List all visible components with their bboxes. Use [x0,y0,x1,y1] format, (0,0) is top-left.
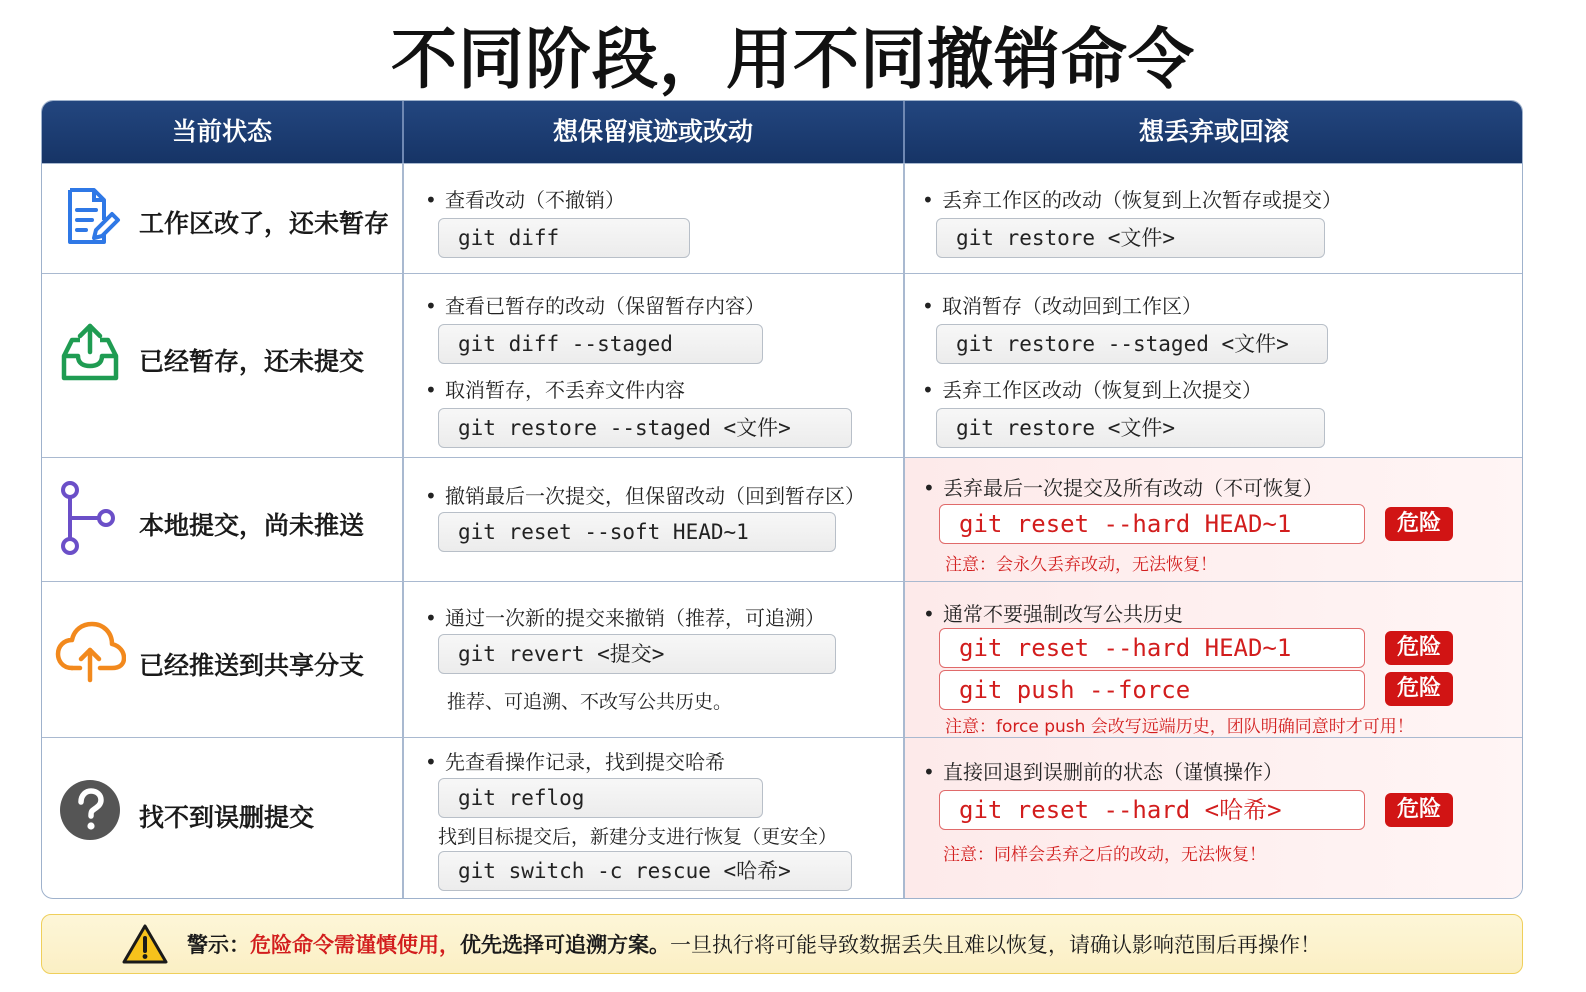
command-box[interactable]: git reset --soft HEAD~1 [438,512,836,552]
warning-text [187,929,1321,959]
command-box[interactable]: git restore --staged <文件> [438,408,852,448]
danger-cell [904,582,1523,737]
state-label: 找不到误删提交 [139,803,315,832]
warning-red: 危险命令需谨慎使用， [250,933,460,957]
keep-note: • 查看已暂存的改动（保留暂存内容） [425,290,765,319]
danger-cell [904,738,1523,899]
keep-remark: 找到目标提交后，新建分支进行恢复（更安全） [438,826,838,848]
danger-badge: 危险 [1385,793,1453,827]
command-box[interactable]: git revert <提交> [438,634,836,674]
header-discard: 想丢弃或回滚 [1138,117,1289,146]
warning-label: 警示： [187,933,250,957]
danger-command-box[interactable]: git reset --hard HEAD~1 [939,628,1365,668]
discard-note: • 直接回退到误删前的状态（谨慎操作） [923,756,1283,785]
warning-bold: 优先选择可追溯方案。 [460,933,670,957]
danger-note: 注意：force push 会改写远端历史，团队明确同意时才可用！ [945,717,1414,737]
table-row [42,163,1522,273]
warning-banner [41,914,1523,974]
command-box[interactable]: git switch -c rescue <哈希> [438,851,852,891]
danger-badge: 危险 [1385,507,1453,541]
table-header [42,101,1522,163]
keep-note: • 撤销最后一次提交，但保留改动（回到暂存区） [425,480,865,509]
command-box[interactable]: git restore <文件> [936,218,1325,258]
question-circle-icon [58,778,122,842]
state-label: 已经暂存，还未提交 [139,347,365,376]
command-box[interactable]: git reflog [438,778,763,818]
page-title: 不同阶段，用不同撤销命令 [391,21,1195,98]
state-label: 已经推送到共享分支 [139,651,365,680]
table-row [42,273,1522,457]
command-box[interactable]: git diff --staged [438,324,763,364]
header-state: 当前状态 [171,117,272,146]
table-row [42,581,1522,737]
danger-note: 注意：会永久丢弃改动，无法恢复！ [945,555,1217,575]
table-row [42,737,1522,899]
keep-note: • 查看改动（不撤销） [425,184,625,213]
discard-note: • 取消暂存（改动回到工作区） [922,290,1202,319]
danger-command-box[interactable]: git reset --hard <哈希> [939,790,1365,830]
danger-badge: 危险 [1385,631,1453,665]
keep-note: • 先查看操作记录，找到提交哈希 [425,746,725,775]
git-branch-icon [56,480,120,556]
discard-note: • 丢弃工作区的改动（恢复到上次暂存或提交） [922,184,1342,213]
inbox-upload-icon [58,322,122,386]
command-box[interactable]: git restore --staged <文件> [936,324,1328,364]
discard-note: • 丢弃最后一次提交及所有改动（不可恢复） [923,472,1323,501]
warning-rest: 一旦执行将可能导致数据丢失且难以恢复，请确认影响范围后再操作！ [670,933,1321,957]
command-box[interactable]: git diff [438,218,690,258]
state-label: 本地提交，尚未推送 [139,511,365,540]
undo-commands-table [41,100,1523,899]
edit-document-icon [58,184,122,248]
discard-note: • 丢弃工作区改动（恢复到上次提交） [922,374,1262,403]
danger-note: 注意：同样会丢弃之后的改动，无法恢复！ [943,845,1266,865]
header-keep: 想保留痕迹或改动 [552,117,753,146]
state-label: 工作区改了，还未暂存 [139,209,390,238]
cloud-upload-icon [54,620,126,684]
keep-note: • 通过一次新的提交来撤销（推荐，可追溯） [425,602,825,631]
keep-note: • 取消暂存，不丢弃文件内容 [425,374,685,403]
danger-command-box[interactable]: git push --force [939,670,1365,710]
danger-command-box[interactable]: git reset --hard HEAD~1 [939,504,1365,544]
keep-remark: 推荐、可追溯、不改写公共历史。 [447,691,733,713]
danger-cell [904,458,1523,581]
danger-badge: 危险 [1385,672,1453,706]
discard-note: • 通常不要强制改写公共历史 [923,598,1183,627]
table-row [42,457,1522,581]
command-box[interactable]: git restore <文件> [936,408,1325,448]
warning-triangle-icon [122,923,168,965]
